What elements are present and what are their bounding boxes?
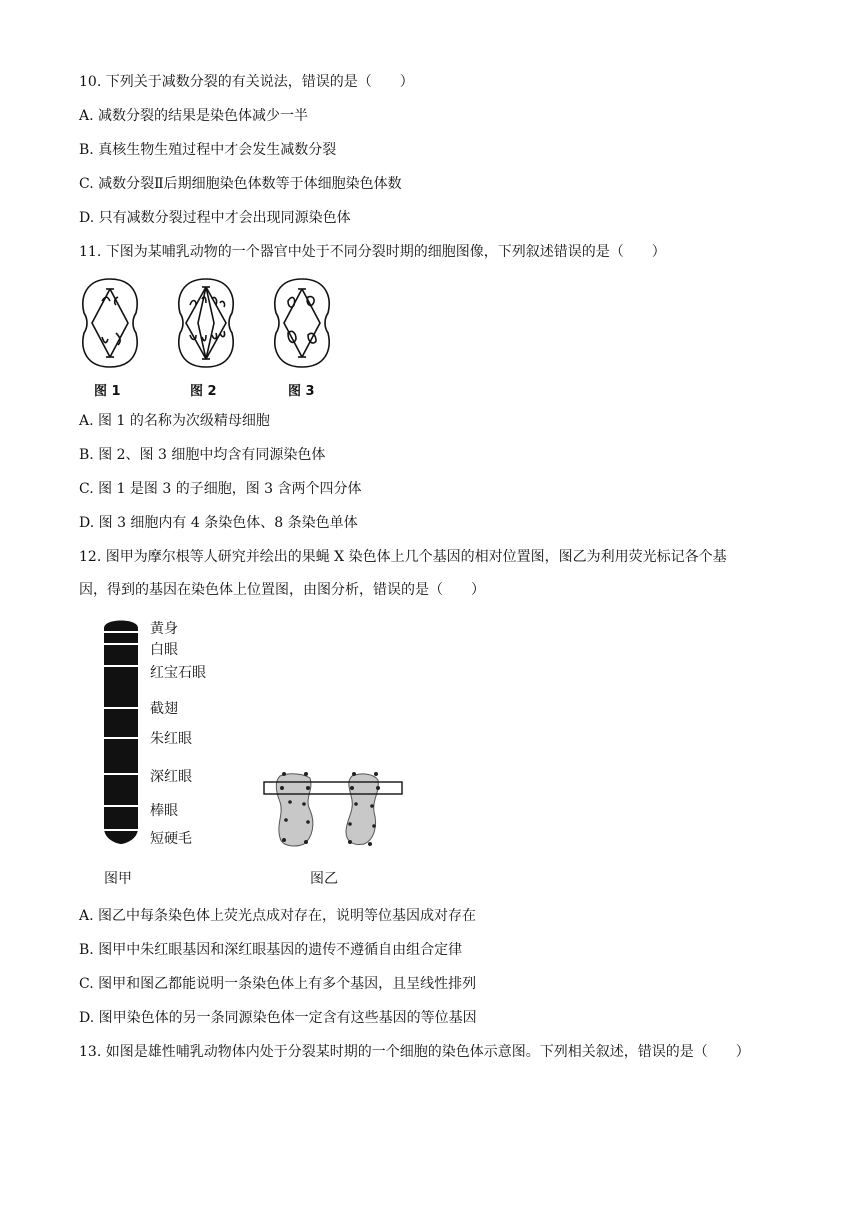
q12-option-b: B. 图甲中朱红眼基因和深红眼基因的遗传不遵循自由组合定律 xyxy=(79,942,463,958)
q11-option-d: D. 图 3 细胞内有 4 条染色体、8 条染色单体 xyxy=(79,515,358,531)
q10-option-a: A. 减数分裂的结果是染色体减少一半 xyxy=(79,108,309,124)
cell-figure-2 xyxy=(179,279,233,367)
figure-yi-label: 图乙 xyxy=(310,871,338,887)
figure-jia-label: 图甲 xyxy=(104,871,132,887)
q11-caption-2: 图 2 xyxy=(190,384,217,399)
gene-label: 朱红眼 xyxy=(150,731,192,747)
q13-stem: 13. 如图是雄性哺乳动物体内处于分裂某时期的一个细胞的染色体示意图。下列相关叙述，错误的是（ ） xyxy=(79,1044,750,1060)
gene-label: 截翅 xyxy=(150,701,178,717)
gene-label: 白眼 xyxy=(150,642,178,658)
x-chromosome-map xyxy=(98,614,144,846)
gene-label: 深红眼 xyxy=(150,769,192,785)
q11-cell-figures xyxy=(78,275,348,370)
fluorescent-chromosomes xyxy=(260,768,406,850)
q11-caption-3: 图 3 xyxy=(288,384,315,399)
q12-stem-line2: 因，得到的基因在染色体上位置图，由图分析，错误的是（ ） xyxy=(79,582,485,598)
q11-option-a: A. 图 1 的名称为次级精母细胞 xyxy=(79,413,270,429)
q11-caption-1: 图 1 xyxy=(94,384,121,399)
gene-label: 棒眼 xyxy=(150,803,178,819)
q11-option-b: B. 图 2、图 3 细胞中均含有同源染色体 xyxy=(79,447,326,463)
cell-figure-1 xyxy=(83,279,137,367)
gene-label: 黄身 xyxy=(150,621,178,637)
q12-option-c: C. 图甲和图乙都能说明一条染色体上有多个基因，且呈线性排列 xyxy=(79,976,477,992)
q12-stem-line1: 12. 图甲为摩尔根等人研究并绘出的果蝇 X 染色体上几个基因的相对位置图，图乙为利用荧光标记各个基 xyxy=(79,549,727,565)
q11-option-c: C. 图 1 是图 3 的子细胞，图 3 含两个四分体 xyxy=(79,481,362,497)
q10-option-d: D. 只有减数分裂过程中才会出现同源染色体 xyxy=(79,210,351,226)
q10-option-c: C. 减数分裂Ⅱ后期细胞染色体数等于体细胞染色体数 xyxy=(79,176,402,192)
gene-label: 红宝石眼 xyxy=(150,665,206,681)
q12-option-a: A. 图乙中每条染色体上荧光点成对存在，说明等位基因成对存在 xyxy=(79,908,477,924)
cell-figure-3 xyxy=(275,279,329,367)
q10-option-b: B. 真核生物生殖过程中才会发生减数分裂 xyxy=(79,142,337,158)
q11-stem: 11. 下图为某哺乳动物的一个器官中处于不同分裂时期的细胞图像，下列叙述错误的是（ ） xyxy=(79,244,666,260)
q12-option-d: D. 图甲染色体的另一条同源染色体一定含有这些基因的等位基因 xyxy=(79,1010,477,1026)
gene-label: 短硬毛 xyxy=(150,831,192,847)
q10-stem: 10. 下列关于减数分裂的有关说法，错误的是（ ） xyxy=(79,74,414,90)
